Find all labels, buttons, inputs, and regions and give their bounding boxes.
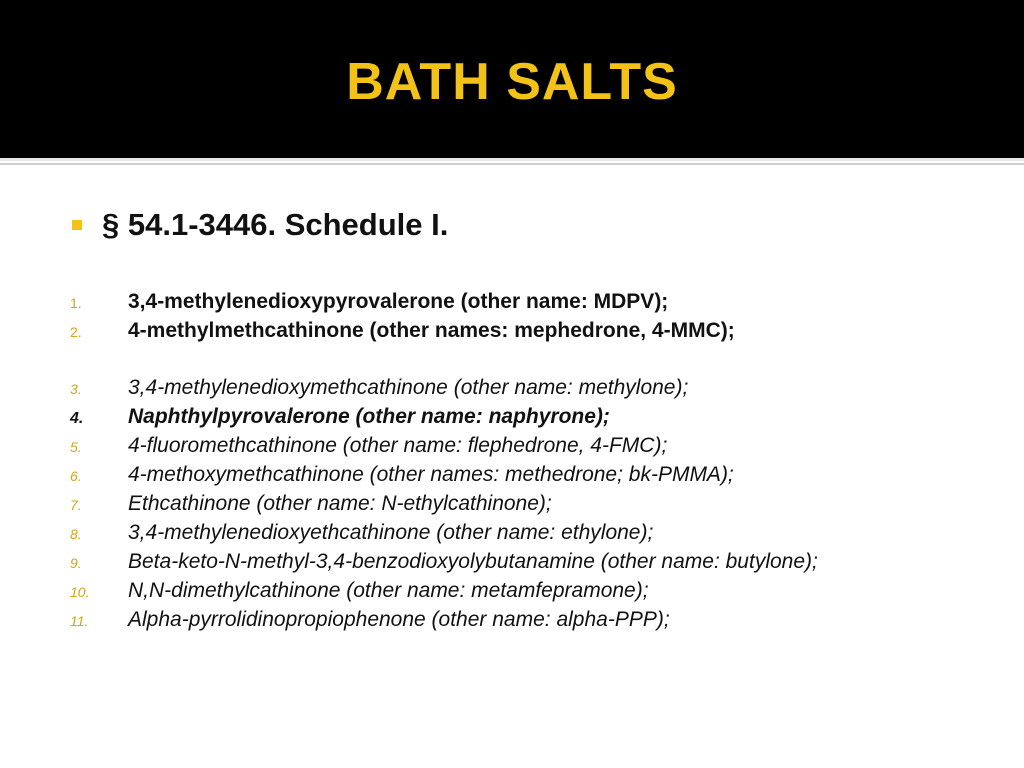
title-divider xyxy=(0,158,1024,161)
list-item xyxy=(70,317,970,346)
list-item-number: 11. xyxy=(70,613,89,629)
list-item xyxy=(70,432,970,461)
list-item xyxy=(70,288,970,317)
list-item-text: Ethcathinone (other name: N-ethylcathinone); xyxy=(128,492,552,515)
list-item-text: Beta-keto-N-methyl-3,4-benzodioxyolybutanamine (other name: butylone); xyxy=(128,550,818,573)
list-item-number: 6. xyxy=(70,468,82,484)
list-item xyxy=(70,403,970,432)
list-item-text: 4-fluoromethcathinone (other name: flephedrone, 4-FMC); xyxy=(128,434,668,457)
numbered-list xyxy=(70,288,970,635)
list-item-number: 10. xyxy=(70,584,90,600)
list-item-text: Alpha-pyrrolidinopropiophenone (other name: alpha-PPP); xyxy=(128,608,670,631)
slide-title: BATH SALTS xyxy=(346,53,678,111)
list-item-number: 3. xyxy=(70,381,82,397)
list-item xyxy=(70,519,970,548)
list-item-number: 9. xyxy=(70,555,82,571)
list-spacer xyxy=(70,346,970,374)
list-item-number: 5. xyxy=(70,439,82,455)
list-item xyxy=(70,577,970,606)
list-item-text: N,N-dimethylcathinone (other name: metamfepramone); xyxy=(128,579,649,602)
list-item-number: 1. xyxy=(70,295,82,311)
list-item-number: 7. xyxy=(70,497,82,513)
bullet-heading-text: § 54.1-3446. Schedule I. xyxy=(102,207,449,242)
list-item xyxy=(70,461,970,490)
list-item-text: Naphthylpyrovalerone (other name: naphyrone); xyxy=(128,405,610,428)
list-item xyxy=(70,548,970,577)
list-item xyxy=(70,490,970,519)
list-item-text: 4-methoxymethcathinone (other names: methedrone; bk-PMMA); xyxy=(128,463,734,486)
list-item xyxy=(70,606,970,635)
list-item-text: 3,4-methylenedioxypyrovalerone (other name: MDPV); xyxy=(128,290,669,313)
bullet-heading xyxy=(72,205,448,245)
square-bullet-icon xyxy=(72,220,82,230)
title-bar xyxy=(0,0,1024,158)
list-item-number: 2. xyxy=(70,324,82,340)
list-item-text: 3,4-methylenedioxyethcathinone (other name: ethylone); xyxy=(128,521,654,544)
list-item xyxy=(70,374,970,403)
list-item-number: 8. xyxy=(70,526,82,542)
list-item-text: 4-methylmethcathinone (other names: mephedrone, 4-MMC); xyxy=(128,319,735,342)
title-divider-secondary xyxy=(0,163,1024,165)
list-item-text: 3,4-methylenedioxymethcathinone (other name: methylone); xyxy=(128,376,689,399)
list-item-number: 4. xyxy=(70,410,84,427)
